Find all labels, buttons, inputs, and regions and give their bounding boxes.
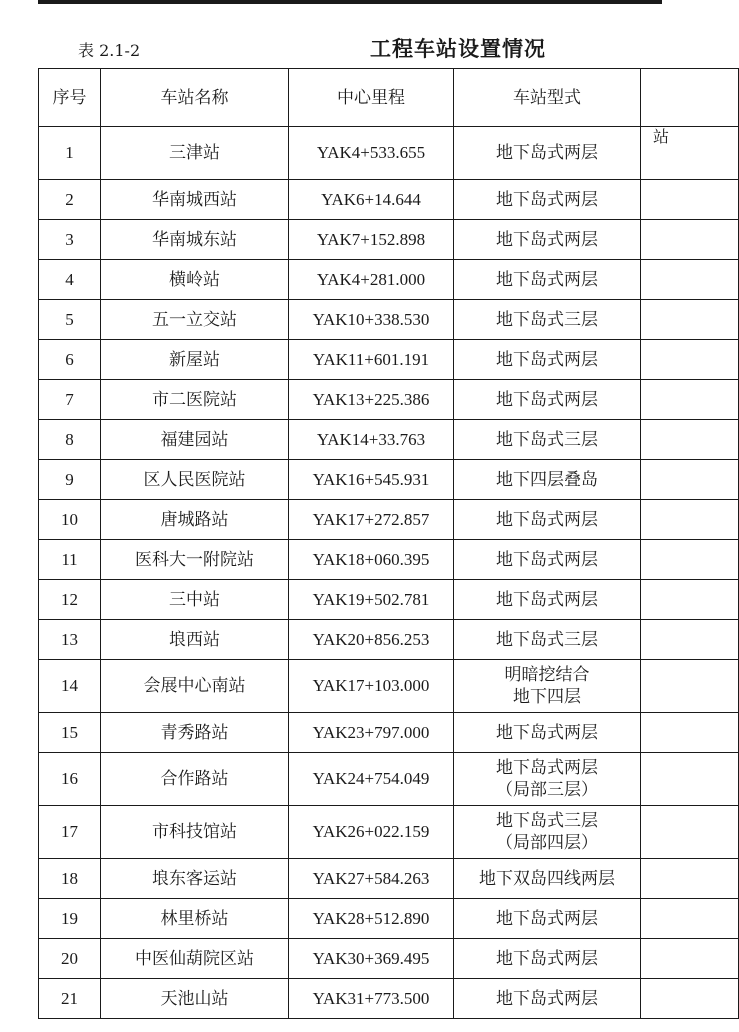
cell-seq: 20 (39, 939, 101, 979)
cell-station-name: 会展中心南站 (101, 660, 289, 713)
cell-extra (641, 180, 739, 220)
station-type-line: 地下岛式两层 (496, 908, 598, 929)
cell-seq: 9 (39, 460, 101, 500)
header-extra (641, 69, 739, 127)
cell-extra (641, 540, 739, 580)
cell-station-type (454, 220, 641, 260)
cell-extra (641, 380, 739, 420)
header-seq: 序号 (39, 69, 101, 127)
station-type-line: 地下岛式两层 (496, 549, 598, 570)
cell-station-type (454, 180, 641, 220)
cell-station-type (454, 939, 641, 979)
cell-center-mileage: YAK24+754.049 (289, 753, 454, 806)
cell-seq: 13 (39, 620, 101, 660)
cell-station-name: 埌西站 (101, 620, 289, 660)
station-table (38, 68, 739, 1019)
station-type-line: 地下双岛四线两层 (479, 868, 615, 889)
cell-seq: 16 (39, 753, 101, 806)
cell-center-mileage: YAK4+281.000 (289, 260, 454, 300)
top-rule (38, 0, 662, 4)
cell-station-type (454, 340, 641, 380)
cell-center-mileage: YAK20+856.253 (289, 620, 454, 660)
cell-station-type (454, 660, 641, 713)
cell-seq: 2 (39, 180, 101, 220)
table-row (39, 979, 739, 1019)
cell-extra (641, 300, 739, 340)
cell-seq: 12 (39, 580, 101, 620)
station-type-line: 地下岛式两层 (496, 509, 598, 530)
station-type-line: 地下岛式两层 (496, 269, 598, 290)
table-row (39, 300, 739, 340)
table-row (39, 260, 739, 300)
header-station-type: 车站型式 (454, 69, 641, 127)
cell-center-mileage: YAK7+152.898 (289, 220, 454, 260)
cell-station-type (454, 979, 641, 1019)
cell-seq: 3 (39, 220, 101, 260)
header-station-name: 车站名称 (101, 69, 289, 127)
station-type-line-2: 地下四层 (513, 687, 581, 707)
cell-extra (641, 806, 739, 859)
cell-station-name: 横岭站 (101, 260, 289, 300)
cell-seq: 7 (39, 380, 101, 420)
cell-station-type (454, 127, 641, 180)
cell-center-mileage: YAK27+584.263 (289, 859, 454, 899)
station-type-line-2: （局部四层） (496, 833, 598, 853)
table-row (39, 180, 739, 220)
cell-extra (641, 979, 739, 1019)
cell-extra: 站 (641, 127, 739, 180)
cell-extra (641, 859, 739, 899)
station-type-line: 地下岛式两层 (496, 758, 598, 778)
cell-center-mileage: YAK6+14.644 (289, 180, 454, 220)
cell-station-name: 天池山站 (101, 979, 289, 1019)
station-type-line: 明暗挖结合 (504, 665, 590, 685)
cell-station-type (454, 260, 641, 300)
station-type-line: 地下四层叠岛 (496, 469, 598, 490)
cell-station-name: 唐城路站 (101, 500, 289, 540)
cell-center-mileage: YAK14+33.763 (289, 420, 454, 460)
station-type-line: 地下岛式两层 (496, 722, 598, 743)
header-row (39, 69, 739, 127)
cell-station-name: 市科技馆站 (101, 806, 289, 859)
station-type-line: 地下岛式两层 (496, 589, 598, 610)
cell-extra (641, 660, 739, 713)
table-row (39, 713, 739, 753)
table-row (39, 939, 739, 979)
cell-center-mileage: YAK17+272.857 (289, 500, 454, 540)
table-row (39, 500, 739, 540)
cell-extra (641, 220, 739, 260)
cell-station-name: 区人民医院站 (101, 460, 289, 500)
station-type-line: 地下岛式两层 (496, 948, 598, 969)
station-type-line: 地下岛式两层 (496, 349, 598, 370)
cell-extra (641, 753, 739, 806)
header-center-mileage: 中心里程 (289, 69, 454, 127)
station-type-line: 地下岛式两层 (496, 189, 598, 210)
station-type-line: 地下岛式三层 (496, 429, 598, 450)
cell-seq: 19 (39, 899, 101, 939)
cell-seq: 11 (39, 540, 101, 580)
cell-extra (641, 939, 739, 979)
cell-seq: 10 (39, 500, 101, 540)
cell-station-name: 医科大一附院站 (101, 540, 289, 580)
cell-station-type (454, 620, 641, 660)
table-row (39, 380, 739, 420)
cell-station-name: 市二医院站 (101, 380, 289, 420)
cell-seq: 1 (39, 127, 101, 180)
cell-center-mileage: YAK31+773.500 (289, 979, 454, 1019)
table-row (39, 540, 739, 580)
cell-station-name: 福建园站 (101, 420, 289, 460)
cell-extra (641, 420, 739, 460)
table-row (39, 859, 739, 899)
cell-station-name: 三中站 (101, 580, 289, 620)
cell-station-type (454, 420, 641, 460)
table-row (39, 340, 739, 380)
cell-extra (641, 460, 739, 500)
cell-center-mileage: YAK30+369.495 (289, 939, 454, 979)
cell-station-name: 林里桥站 (101, 899, 289, 939)
station-table-wrapper (38, 68, 670, 1026)
cell-extra (641, 340, 739, 380)
cell-extra (641, 899, 739, 939)
cell-seq: 17 (39, 806, 101, 859)
cell-station-type (454, 753, 641, 806)
cell-station-name: 合作路站 (101, 753, 289, 806)
table-row (39, 660, 739, 713)
cell-station-name: 五一立交站 (101, 300, 289, 340)
table-row (39, 580, 739, 620)
table-row (39, 806, 739, 859)
cell-station-name: 中医仙葫院区站 (101, 939, 289, 979)
cell-station-type (454, 580, 641, 620)
cell-station-name: 三津站 (101, 127, 289, 180)
station-type-line: 地下岛式三层 (496, 629, 598, 650)
table-row (39, 220, 739, 260)
cell-seq: 8 (39, 420, 101, 460)
cell-center-mileage: YAK16+545.931 (289, 460, 454, 500)
table-number: 表 2.1-2 (78, 41, 141, 60)
cell-center-mileage: YAK17+103.000 (289, 660, 454, 713)
table-row (39, 620, 739, 660)
cell-station-type (454, 859, 641, 899)
cell-station-type (454, 806, 641, 859)
cell-center-mileage: YAK4+533.655 (289, 127, 454, 180)
cell-center-mileage: YAK18+060.395 (289, 540, 454, 580)
cell-station-name: 埌东客运站 (101, 859, 289, 899)
cell-center-mileage: YAK11+601.191 (289, 340, 454, 380)
table-row (39, 753, 739, 806)
cell-extra (641, 713, 739, 753)
cell-station-name: 新屋站 (101, 340, 289, 380)
cell-seq: 4 (39, 260, 101, 300)
cell-extra (641, 580, 739, 620)
station-type-line: 地下岛式两层 (496, 389, 598, 410)
cell-extra (641, 260, 739, 300)
table-row (39, 460, 739, 500)
cell-extra (641, 500, 739, 540)
cell-station-name: 华南城东站 (101, 220, 289, 260)
cell-extra (641, 620, 739, 660)
station-type-line: 地下岛式三层 (496, 811, 598, 831)
cell-seq: 6 (39, 340, 101, 380)
cell-seq: 21 (39, 979, 101, 1019)
cell-seq: 18 (39, 859, 101, 899)
cell-center-mileage: YAK23+797.000 (289, 713, 454, 753)
cell-station-type (454, 300, 641, 340)
table-row (39, 420, 739, 460)
station-type-line: 地下岛式两层 (496, 143, 598, 163)
cell-center-mileage: YAK28+512.890 (289, 899, 454, 939)
cell-seq: 14 (39, 660, 101, 713)
table-row (39, 127, 739, 180)
cell-station-type (454, 713, 641, 753)
cell-station-type (454, 460, 641, 500)
cell-station-name: 青秀路站 (101, 713, 289, 753)
station-type-line: 地下岛式两层 (496, 988, 598, 1009)
cell-station-type (454, 380, 641, 420)
cell-center-mileage: YAK26+022.159 (289, 806, 454, 859)
cell-station-type (454, 540, 641, 580)
cell-center-mileage: YAK10+338.530 (289, 300, 454, 340)
station-type-line-2: （局部三层） (496, 780, 598, 800)
cell-center-mileage: YAK13+225.386 (289, 380, 454, 420)
table-title: 工程车站设置情况 (370, 37, 546, 61)
cell-seq: 5 (39, 300, 101, 340)
cell-seq: 15 (39, 713, 101, 753)
cell-station-type (454, 899, 641, 939)
cell-station-name: 华南城西站 (101, 180, 289, 220)
station-type-line: 地下岛式三层 (496, 309, 598, 330)
station-type-line: 地下岛式两层 (496, 229, 598, 250)
cell-station-type (454, 500, 641, 540)
table-row (39, 899, 739, 939)
table-body (39, 127, 739, 1019)
cell-center-mileage: YAK19+502.781 (289, 580, 454, 620)
